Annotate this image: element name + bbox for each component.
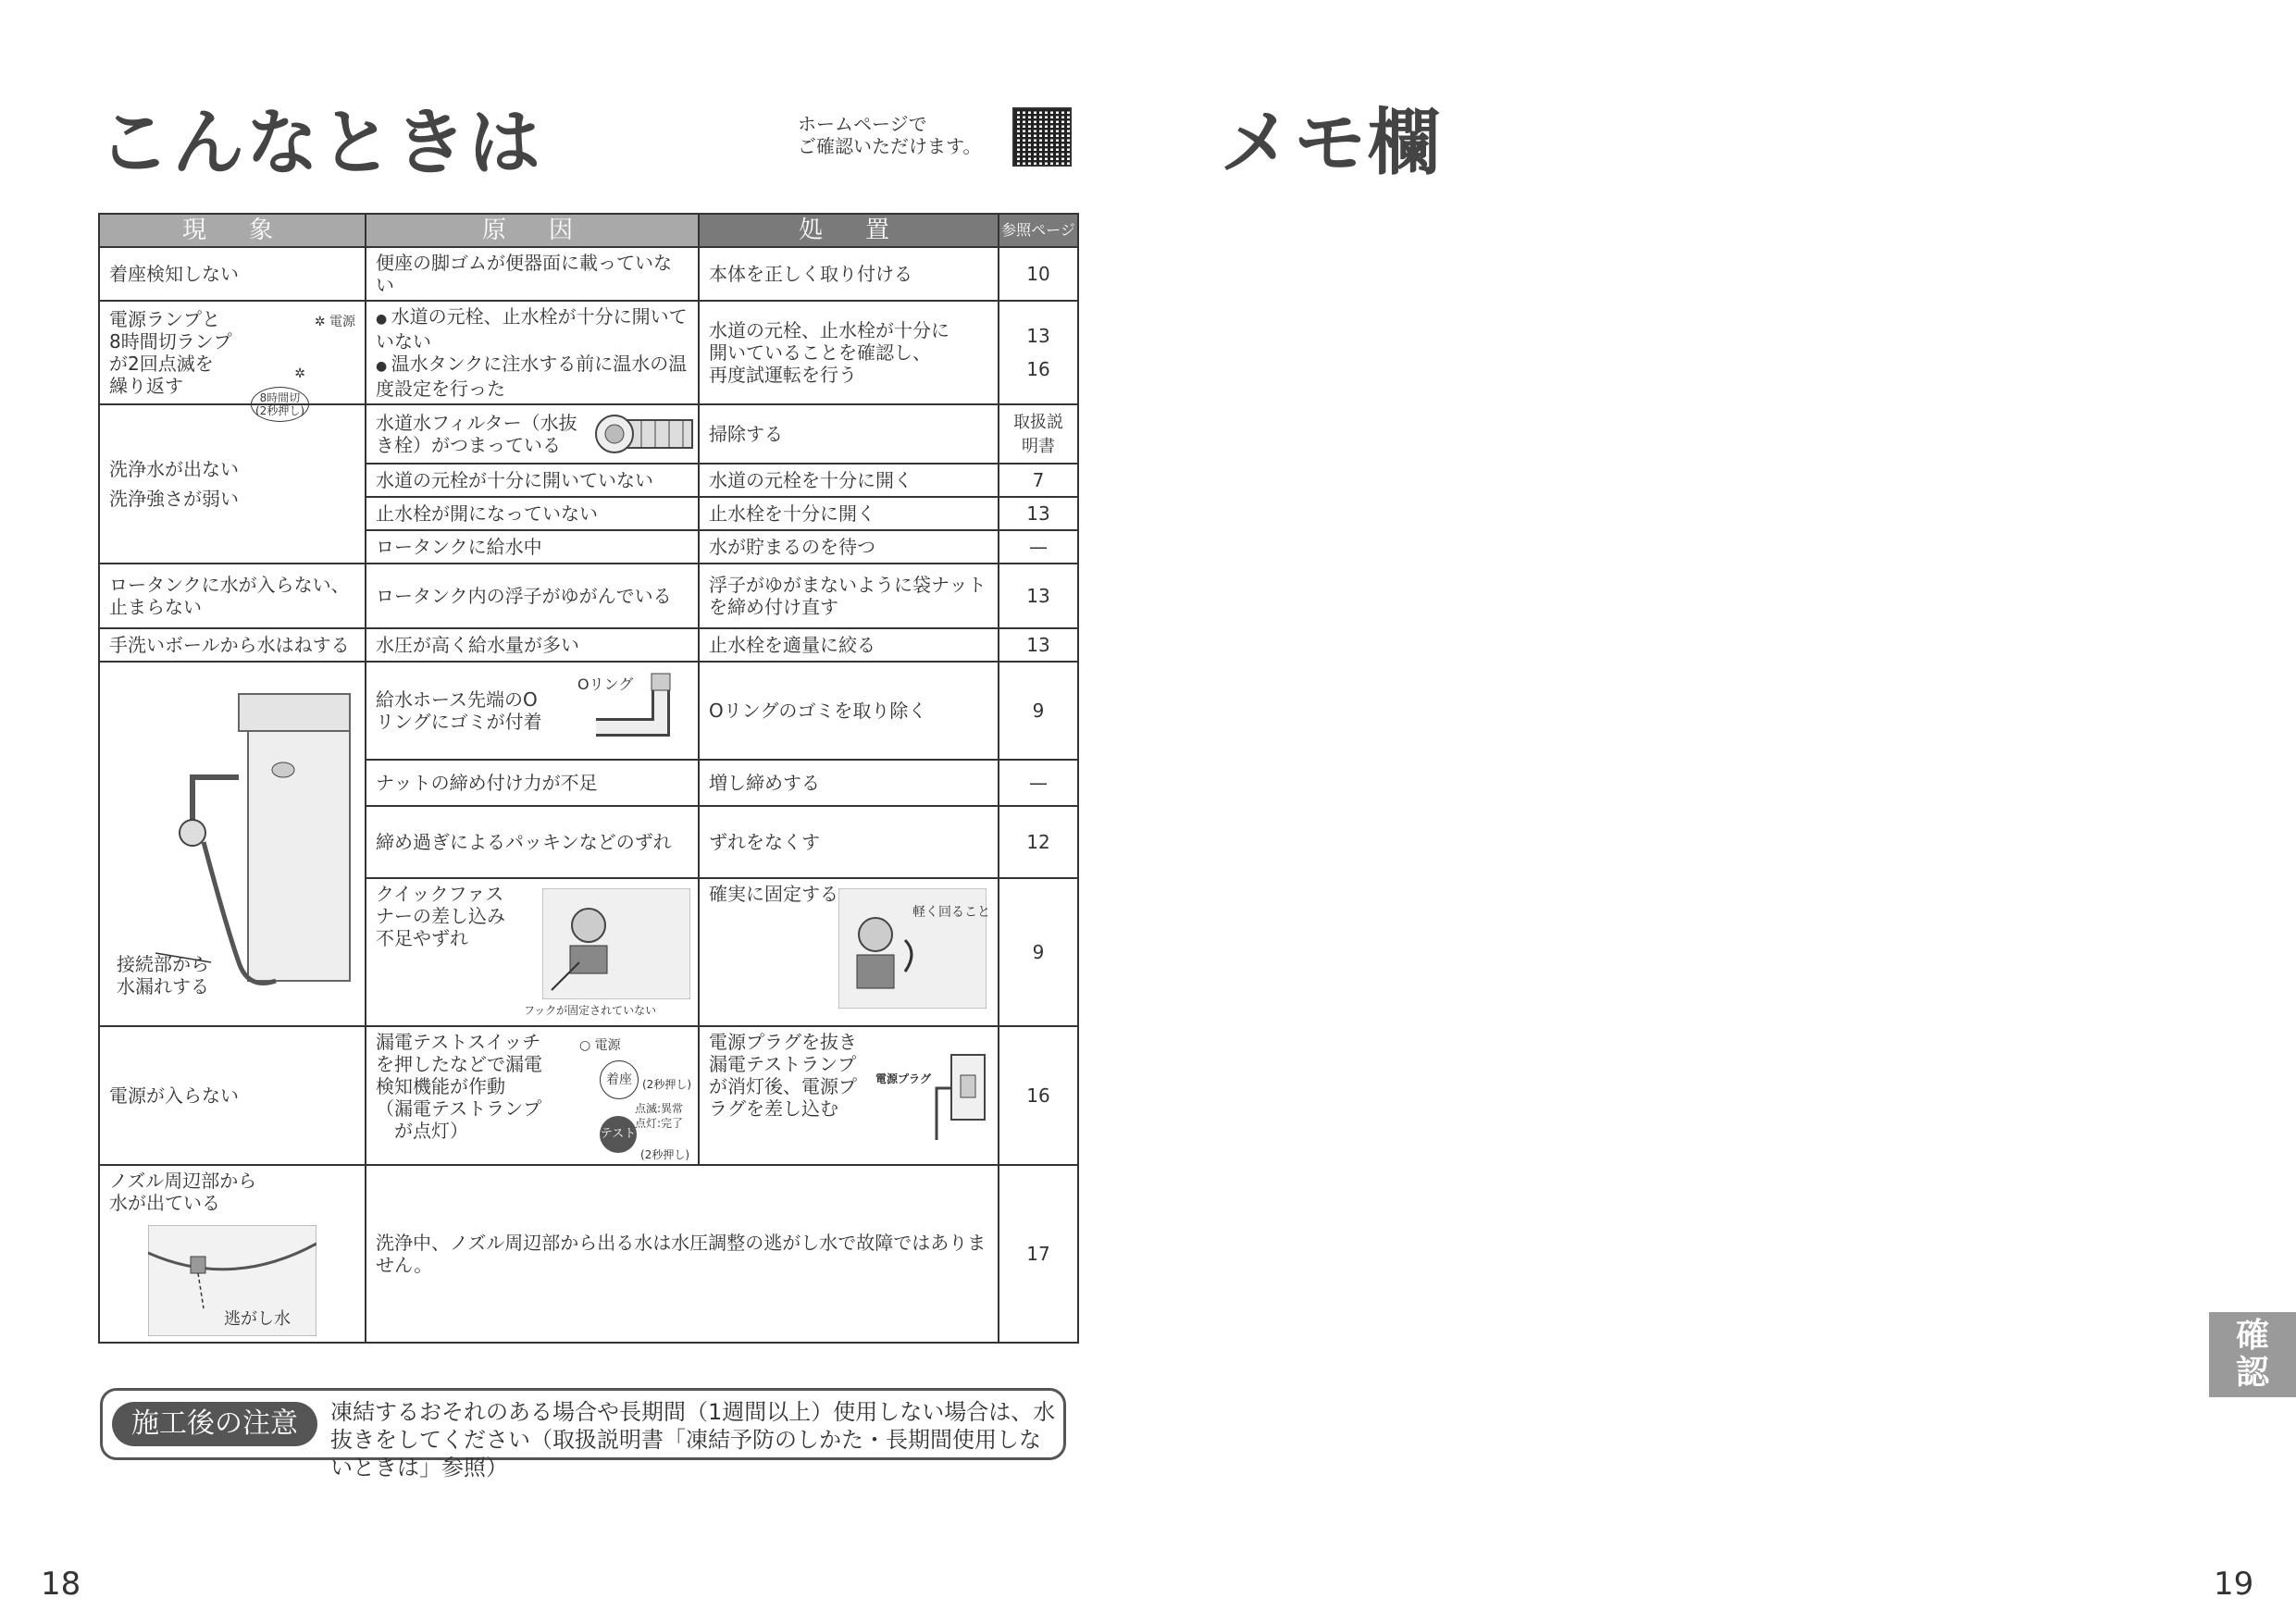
ref-page-cell: 16 [999,1026,1078,1165]
symptom-cell: ロータンクに水が入らない、止まらない [99,564,366,628]
fastener-illustration [542,888,690,999]
plug-label: 電源プラグ [875,1072,932,1085]
cause-cell: 締め過ぎによるパッキンなどのずれ [366,806,699,878]
ref-page-cell: 9 [999,662,1078,760]
filter-illustration [590,413,694,455]
lamp-8h-button [251,387,309,422]
table-row [99,1026,1078,1165]
cause-cell: ロータンクに給水中 [366,530,699,564]
cause-line: が点灯） [394,1120,468,1142]
cause-cell: 水道の元栓が十分に開いていない [366,464,699,497]
page-number-right: 19 [2214,1566,2254,1603]
lamp-icon: ✲ [294,366,305,381]
panel-power-label: 電源 [594,1038,621,1053]
homepage-note [798,113,981,157]
rotate-note: 軽く回ること [912,905,990,920]
symptom-cell: 電源が入らない [99,1026,366,1165]
lit-note: 点灯:完了 [635,1117,684,1130]
ref-page-cell: 12 [999,806,1078,878]
remedy-line: 漏電テストランプ [709,1053,857,1075]
memo-title: メモ欄 [1220,102,1443,185]
symptom-cell: 着座検知しない [99,247,366,301]
symptom-cell [99,662,366,1026]
table-row [99,564,1078,628]
homepage-note-line2: ご確認いただけます。 [798,135,982,157]
remedy-line: 水道の元栓、止水栓が十分に [709,319,949,341]
notice-text: 凍結するおそれのある場合や長期間（1週間以上）使用しない場合は、水抜きをしてください（取扱説明書「凍結予防のしかた・長期間使用しないときは」参照） [330,1399,1056,1481]
cause-cell: ナットの締め付け力が不足 [366,760,699,806]
table-row [99,247,1078,301]
blink-note: 点滅:異常 [635,1102,684,1115]
remedy-line: 開いていることを確認し、 [709,341,931,364]
remedy-cell: Oリングのゴミを取り除く [699,662,999,760]
side-tab-confirm[interactable] [2209,1312,2296,1397]
cause-line: 漏電テストスイッチ [376,1031,541,1053]
symptom-line: 洗浄強さが弱い [109,488,239,510]
table-row [99,301,1078,404]
lamp-power [315,311,355,333]
cause-cell [366,404,699,464]
seat-button[interactable]: 着座 [600,1060,639,1099]
symptom-line: 繰り返す [109,375,183,397]
ref-page-cell: 13 [999,628,1078,662]
o-ring-label: Oリング [577,675,634,693]
remedy-text: 確実に固定する [709,883,838,905]
remedy-cell: 増し締めする [699,760,999,806]
cause-line: 検知機能が作動 [376,1075,505,1097]
table-row [99,628,1078,662]
remedy-cell: 止水栓を適量に絞る [699,628,999,662]
lamp-8h [294,363,305,385]
remedy-line: ラグを差し込む [709,1097,838,1120]
cause-cell [366,878,699,1026]
remedy-cell: 掃除する [699,404,999,464]
remedy-line: 電源プラグを抜き [709,1031,857,1053]
relief-water-label: 逃がし水 [224,1309,291,1329]
symptom-cell: 手洗いボールから水はねする [99,628,366,662]
cause-cell: 止水栓が開になっていない [366,497,699,530]
header-symptom: 現 象 [99,214,366,247]
page-number-left: 18 [41,1566,81,1603]
symptom-line: 洗浄水が出ない [109,458,239,480]
remedy-cell [699,301,999,404]
plug-illustration [933,1051,988,1144]
symptom-line: 水漏れする [117,975,209,997]
cause-text: 水道水フィルター（水抜き栓）がつまっている [376,412,577,456]
remedy-cell [699,1026,999,1165]
troubleshooting-table [98,213,1079,1344]
cause-cell: ロータンク内の浮子がゆがんでいる [366,564,699,628]
table-row [99,662,1078,760]
ref-page-cell: 13 [999,497,1078,530]
symptom-line: 8時間切ランプ [109,330,232,353]
ref-page-value: 16 [1026,358,1050,380]
cause-cell: 水圧が高く給水量が多い [366,628,699,662]
cause-cell: 便座の脚ゴムが便器面に載っていない [366,247,699,301]
header-cause: 原 因 [366,214,699,247]
symptom-line: ノズル周辺部から [109,1170,257,1192]
symptom-cell [99,404,366,564]
remedy-cell: 浮子がゆがまないように袋ナットを締め付け直す [699,564,999,628]
ref-page-cell: — [999,530,1078,564]
notice-tag: 施工後の注意 [112,1402,317,1446]
header-ref-page: 参照ページ [999,214,1078,247]
table-row [99,1165,1078,1343]
post-install-notice [100,1388,1066,1481]
side-tab-label: 確認 [2235,1317,2269,1392]
cause-cell: 洗浄中、ノズル周辺部から出る水は水圧調整の逃がし水で故障ではありません。 [366,1165,999,1343]
header-remedy: 処 置 [699,214,999,247]
cause-cell [366,301,699,404]
remedy-cell: 水が貯まるのを待つ [699,530,999,564]
symptom-cell [99,1165,366,1343]
cause-text: クイックファスナーの差し込み不足やずれ [376,883,505,949]
cause-text: 給水ホース先端のOリングにゴミが付着 [376,688,542,733]
tank-illustration [137,685,355,990]
panel-power: ○ 電源 [579,1038,621,1053]
remedy-cell: 本体を正しく取り付ける [699,247,999,301]
symptom-line: 接続部から [117,953,209,975]
ref-page-cell: 13 [999,564,1078,628]
ref-page-cell: 9 [999,878,1078,1026]
ref-page-cell: 10 [999,247,1078,301]
cause-item: ● 温水タンクに注水する前に温水の温度設定を行った [376,353,689,400]
lamp-8h-label: 8時間切 [259,391,301,404]
remedy-cell: 止水栓を十分に開く [699,497,999,530]
ref-page-value[interactable]: 取扱説明書 [1013,413,1063,456]
qr-code-icon[interactable] [1012,107,1072,167]
remedy-line: が消灯後、電源プ [709,1075,857,1097]
symptom-line: が2回点滅を [109,353,214,375]
symptom-line: 電源ランプと [109,308,220,330]
ref-page-cell: — [999,760,1078,806]
page-title: こんなときは [98,102,543,185]
lamp-icon: ✲ [314,315,326,329]
ref-page-value: 13 [1026,325,1050,347]
test-press-note: (2秒押し) [640,1148,689,1161]
symptom-line: 水が出ている [109,1192,220,1214]
seat-press-note: (2秒押し) [642,1078,691,1091]
cause-cell [366,1026,699,1165]
cause-line: （漏電テストランプ [376,1097,542,1120]
remedy-line: 再度試運転を行う [709,364,857,386]
ref-page-cell: 7 [999,464,1078,497]
remedy-cell: 水道の元栓を十分に開く [699,464,999,497]
remedy-cell [699,878,999,1026]
ref-page-cell [999,404,1078,464]
lamp-8h-press: (2秒押し) [255,404,304,417]
test-button[interactable]: テスト [600,1116,637,1153]
elbow-hose-illustration [587,672,689,755]
lamp-power-label: 電源 [329,315,355,329]
cause-cell [366,662,699,760]
symptom-cell [99,301,366,417]
cause-line: を押したなどで漏電 [376,1053,542,1075]
hook-note: フックが固定されていない [524,1004,657,1017]
ref-page-cell: 17 [999,1165,1078,1343]
homepage-note-line1: ホームページで [798,113,927,135]
table-row [99,404,1078,464]
remedy-cell: ずれをなくす [699,806,999,878]
ref-page-cell [999,301,1078,404]
cause-item: ● 水道の元栓、止水栓が十分に開いていない [376,305,689,353]
